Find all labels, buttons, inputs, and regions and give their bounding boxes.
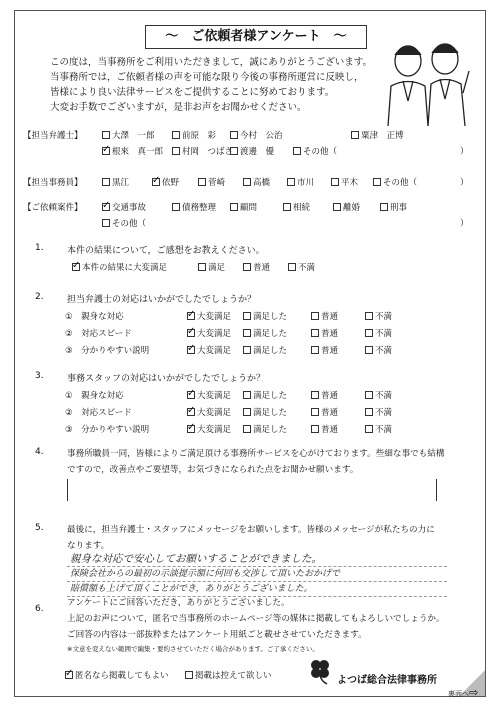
checkbox-icon — [351, 131, 359, 139]
q2-row2-opt[interactable]: 普通 — [311, 327, 338, 339]
checkbox-icon — [243, 312, 251, 320]
q1-option[interactable]: ✓本件の結果に大変満足 — [72, 261, 167, 273]
checkbox-icon — [243, 425, 251, 433]
q2-row3-opt[interactable]: 満足した — [243, 344, 287, 356]
q1-option[interactable]: 不満 — [288, 261, 315, 273]
q2-row1-opt[interactable]: ✓大変満足 — [187, 310, 231, 322]
lawyer-option[interactable]: 村岡 つばさ — [172, 145, 233, 157]
checkbox-icon — [365, 346, 373, 354]
checkbox-icon — [288, 263, 296, 271]
survey-sheet: ～ ご依頼者様アンケート ～ この度は，当事務所をご利用いただきまして，誠にありがとうございます。 当事務所では，ご依頼者様の声を可能な限り今後の事務所運営に反映し， 皆様により良い法律サービスをご提供することに努めております。 大変お手数でございますが，是非お声をお聞かせください。 【担当弁護士】 大澤 一郎 前原 彩 今村 公治 粟津 正博 ✓根來 真一郎 村岡 つばさ 渡邊 優 その他（ ） 【担当事務員】 黒江 ✓ 依野 菅崎 高橋 市川 平木 その他（ ） 【ご依頼案件】 ✓ 交通事故 債務整理 顧問 相続 離婚 刑事 その他（ ） 1. 本件の結果について，ご感想をお教えください。 ✓本件の結果に大変満足 満足 普通 不満 2. 担当弁護士の対応はいかがでしたでしょうか？ ① 親身な対応 ② 対応スピード ③ 分かりやすい説明 3. 事務スタッフの対応はいかがでしたでしょうか？ ① 親身な対応 ② 対応スピード ③ 分かりやすい説明 ✓大変満足 満足した 普通 不満 ✓大変満足 満足した 普通 不満 ✓大変満足 満足した 普通 不満 ✓大変満足 満足した 普通 不満 ✓大変満足 満足した 普通 不満 ✓大変満足 満足した 普通 不満 4. 事務所職員一同，皆様によりご満足頂ける事務所サービスを心がけております。些細な事でも結構 ですので，改善点やご要望等，お気づきになられた点をお聞かせ願います。 5. 最後に，担当弁護士・スタッフにメッセージをお願いします。皆様のメッセージが私たちの力に なります。 親身な対応で安心してお願いすることができました。 保険会社からの最初の示談提示額に何回も交渉して頂いたおかげで 賠償額も上げて頂くことができ，ありがとうございました。 6. アンケートにご回答いただき，ありがとうございました。 上記のお声について，匿名で当事務所のホームページ等の媒体に掲載してもよろしいでしょうか。 ご回答の内容は一部抜粋またはアンケート用紙ごと載せさせていただきます。 ※文意を変えない範囲で編集・要約させていただく場合があります。ご了承ください。 ✓匿名なら掲載してもよい 掲載は控えて欲しい よつば総合法律事務所 — [14, 10, 486, 697]
question-5-line2: なります。 — [67, 541, 110, 551]
lawyer-option[interactable]: 粟津 正博 — [351, 129, 404, 141]
checkbox-icon — [287, 178, 295, 186]
checkbox-icon — [380, 203, 388, 211]
checkbox-checked-icon — [152, 178, 160, 186]
staff-option[interactable]: 高橋 — [243, 176, 270, 188]
q3-row2-opt[interactable]: 満足した — [243, 406, 287, 418]
checkbox-checked-icon — [187, 346, 195, 354]
case-option[interactable]: 相続 — [283, 201, 310, 213]
question-4-line2: ですので，改善点やご要望等，お気づきになられた点をお聞かせ願います。 — [67, 465, 359, 475]
staff-option[interactable]: ✓ 依野 — [152, 176, 179, 188]
checkbox-checked-icon — [187, 312, 195, 320]
lawyer-option[interactable]: 今村 公治 — [230, 129, 283, 141]
staff-option[interactable]: 平木 — [331, 176, 358, 188]
q3-row3-opt[interactable]: 不満 — [365, 423, 392, 435]
case-option[interactable]: 債務整理 — [172, 201, 216, 213]
checkbox-icon — [172, 131, 180, 139]
checkbox-icon — [198, 263, 206, 271]
checkbox-icon — [243, 178, 251, 186]
checkbox-icon — [283, 203, 291, 211]
q2-row1-opt[interactable]: 満足した — [243, 310, 287, 322]
checkbox-checked-icon — [72, 263, 80, 271]
checkbox-icon — [331, 178, 339, 186]
checkbox-icon — [230, 147, 238, 155]
checkbox-icon — [243, 263, 251, 271]
checkbox-icon — [102, 219, 110, 227]
q2-row2-opt[interactable]: 不満 — [365, 327, 392, 339]
q2-row1-opt[interactable]: 不満 — [365, 310, 392, 322]
checkbox-icon — [243, 391, 251, 399]
lawyer-section-label: 【担当弁護士】 — [23, 131, 83, 141]
checkbox-checked-icon — [187, 408, 195, 416]
checkbox-icon — [185, 671, 193, 679]
checkbox-checked-icon — [187, 425, 195, 433]
checkbox-checked-icon — [187, 329, 195, 337]
question-3: 事務スタッフの対応はいかがでしたでしょうか？ — [67, 374, 266, 384]
staff-section-label: 【担当事務員】 — [23, 178, 83, 188]
case-option[interactable]: 顧問 — [230, 201, 257, 213]
checkbox-checked-icon — [187, 391, 195, 399]
checkbox-checked-icon — [65, 671, 73, 679]
q3-row1-opt[interactable]: 満足した — [243, 389, 287, 401]
checkbox-icon — [293, 147, 301, 155]
question-2: 担当弁護士の対応はいかがでしたでしょうか？ — [67, 295, 257, 305]
q2-row2-opt[interactable]: 満足した — [243, 327, 287, 339]
checkbox-icon — [172, 147, 180, 155]
lawyer-option[interactable]: 前原 彩 — [172, 129, 216, 141]
q6-option-no[interactable]: 掲載は控えて欲しい — [185, 669, 272, 681]
survey-title: ～ ご依頼者様アンケート ～ — [145, 25, 367, 49]
checkbox-icon — [365, 329, 373, 337]
question-4-line1: 事務所職員一同，皆様によりご満足頂ける事務所サービスを心がけております。些細な事でも結構 — [67, 449, 445, 459]
question-5-line1: 最後に，担当弁護士・スタッフにメッセージをお願いします。皆様のメッセージが私たちの力に — [67, 525, 435, 535]
checkbox-icon — [311, 312, 319, 320]
clover-logo-icon — [307, 657, 333, 685]
question-6-line3: ご回答の内容は一部抜粋またはアンケート用紙ごと載せさせていただきます。 — [67, 630, 367, 640]
case-option[interactable]: ✓ 交通事故 — [102, 201, 146, 213]
checkbox-icon — [373, 178, 381, 186]
question-1: 本件の結果について，ご感想をお教えください。 — [67, 246, 265, 256]
checkbox-checked-icon — [102, 203, 110, 211]
next-page-label[interactable]: 裏面へ⇨ — [448, 686, 479, 699]
checkbox-icon — [365, 312, 373, 320]
checkbox-icon — [198, 178, 206, 186]
case-section-label: 【ご依頼案件】 — [23, 203, 83, 213]
checkbox-icon — [311, 329, 319, 337]
staff-option[interactable]: 菅崎 — [198, 176, 225, 188]
question-6-line1: アンケートにご回答いただき，ありがとうございました。 — [67, 598, 290, 608]
checkbox-icon — [230, 131, 238, 139]
q2-row3-opt[interactable]: 不満 — [365, 344, 392, 356]
checkbox-icon — [365, 408, 373, 416]
q3-row1-opt[interactable]: ✓大変満足 — [187, 389, 231, 401]
handwritten-message-line2: 保険会社からの最初の示談提示額に何回も交渉して頂いたおかげで — [70, 569, 341, 579]
staff-option[interactable]: 黒江 — [102, 176, 129, 188]
q3-row3-opt[interactable]: 満足した — [243, 423, 287, 435]
staff-option-other[interactable]: その他（ — [373, 176, 417, 188]
q2-row3-opt[interactable]: ✓大変満足 — [187, 344, 231, 356]
q6-note: ※文意を変えない範囲で編集・要約させていただく場合があります。ご了承ください。 — [67, 645, 319, 653]
q3-row2-opt[interactable]: 普通 — [311, 406, 338, 418]
q2-row1-opt[interactable]: 普通 — [311, 310, 338, 322]
q4-answer-box[interactable] — [67, 479, 437, 501]
q6-option-yes[interactable]: ✓匿名なら掲載してもよい — [65, 669, 169, 681]
question-6-line2: 上記のお声について，匿名で当事務所のホームページ等の媒体に掲載してもよろしいでしょうか。 — [67, 614, 445, 624]
checkbox-icon — [102, 131, 110, 139]
lawyers-illustration — [383, 31, 473, 131]
checkbox-icon — [172, 203, 180, 211]
q3-row2-opt[interactable]: ✓大変満足 — [187, 406, 231, 418]
handwritten-message-line3: 賠償額も上げて頂くことができ，ありがとうございました。 — [70, 584, 313, 594]
q3-row3-opt[interactable]: 普通 — [311, 423, 338, 435]
q1-option[interactable]: 普通 — [243, 261, 270, 273]
q3-row1-opt[interactable]: 不満 — [365, 389, 392, 401]
intro-text: この度は，当事務所をご利用いただきまして，誠にありがとうございます。 当事務所では，ご依頼者様の声を可能な限り今後の事務所運営に反映し， 皆様により良い法律サービスをご提供することに努めております。 大変お手数でございますが，是非お声をお聞かせください。 — [50, 57, 373, 113]
checkbox-icon — [365, 391, 373, 399]
checkbox-icon — [230, 203, 238, 211]
checkbox-icon — [243, 408, 251, 416]
checkbox-icon — [311, 346, 319, 354]
q3-row2-opt[interactable]: 不満 — [365, 406, 392, 418]
lawyer-option[interactable]: ✓根來 真一郎 — [102, 145, 163, 157]
staff-option[interactable]: 市川 — [287, 176, 314, 188]
checkbox-icon — [243, 329, 251, 337]
case-option-other[interactable]: その他（ — [102, 217, 146, 229]
checkbox-checked-icon — [102, 147, 110, 155]
handwritten-message-line1: 親身な対応で安心してお願いすることができました。 — [70, 553, 322, 565]
q1-option[interactable]: 満足 — [198, 261, 225, 273]
checkbox-icon — [365, 425, 373, 433]
q2-row3-opt[interactable]: 普通 — [311, 344, 338, 356]
lawyer-option-other[interactable]: その他（ — [293, 145, 337, 157]
arrow-right-icon: ⇨ — [469, 686, 479, 699]
firm-name: よつば総合法律事務所 — [337, 675, 437, 686]
checkbox-icon — [243, 346, 251, 354]
q3-row1-opt[interactable]: 普通 — [311, 389, 338, 401]
lawyer-option[interactable]: 渡邊 優 — [230, 145, 274, 157]
checkbox-icon — [311, 408, 319, 416]
checkbox-icon — [333, 203, 341, 211]
case-option[interactable]: 離婚 — [333, 201, 360, 213]
checkbox-icon — [311, 391, 319, 399]
lawyer-option[interactable]: 大澤 一郎 — [102, 129, 155, 141]
checkbox-icon — [102, 178, 110, 186]
case-option[interactable]: 刑事 — [380, 201, 407, 213]
q2-row2-opt[interactable]: ✓大変満足 — [187, 327, 231, 339]
q3-row3-opt[interactable]: ✓大変満足 — [187, 423, 231, 435]
checkbox-icon — [311, 425, 319, 433]
